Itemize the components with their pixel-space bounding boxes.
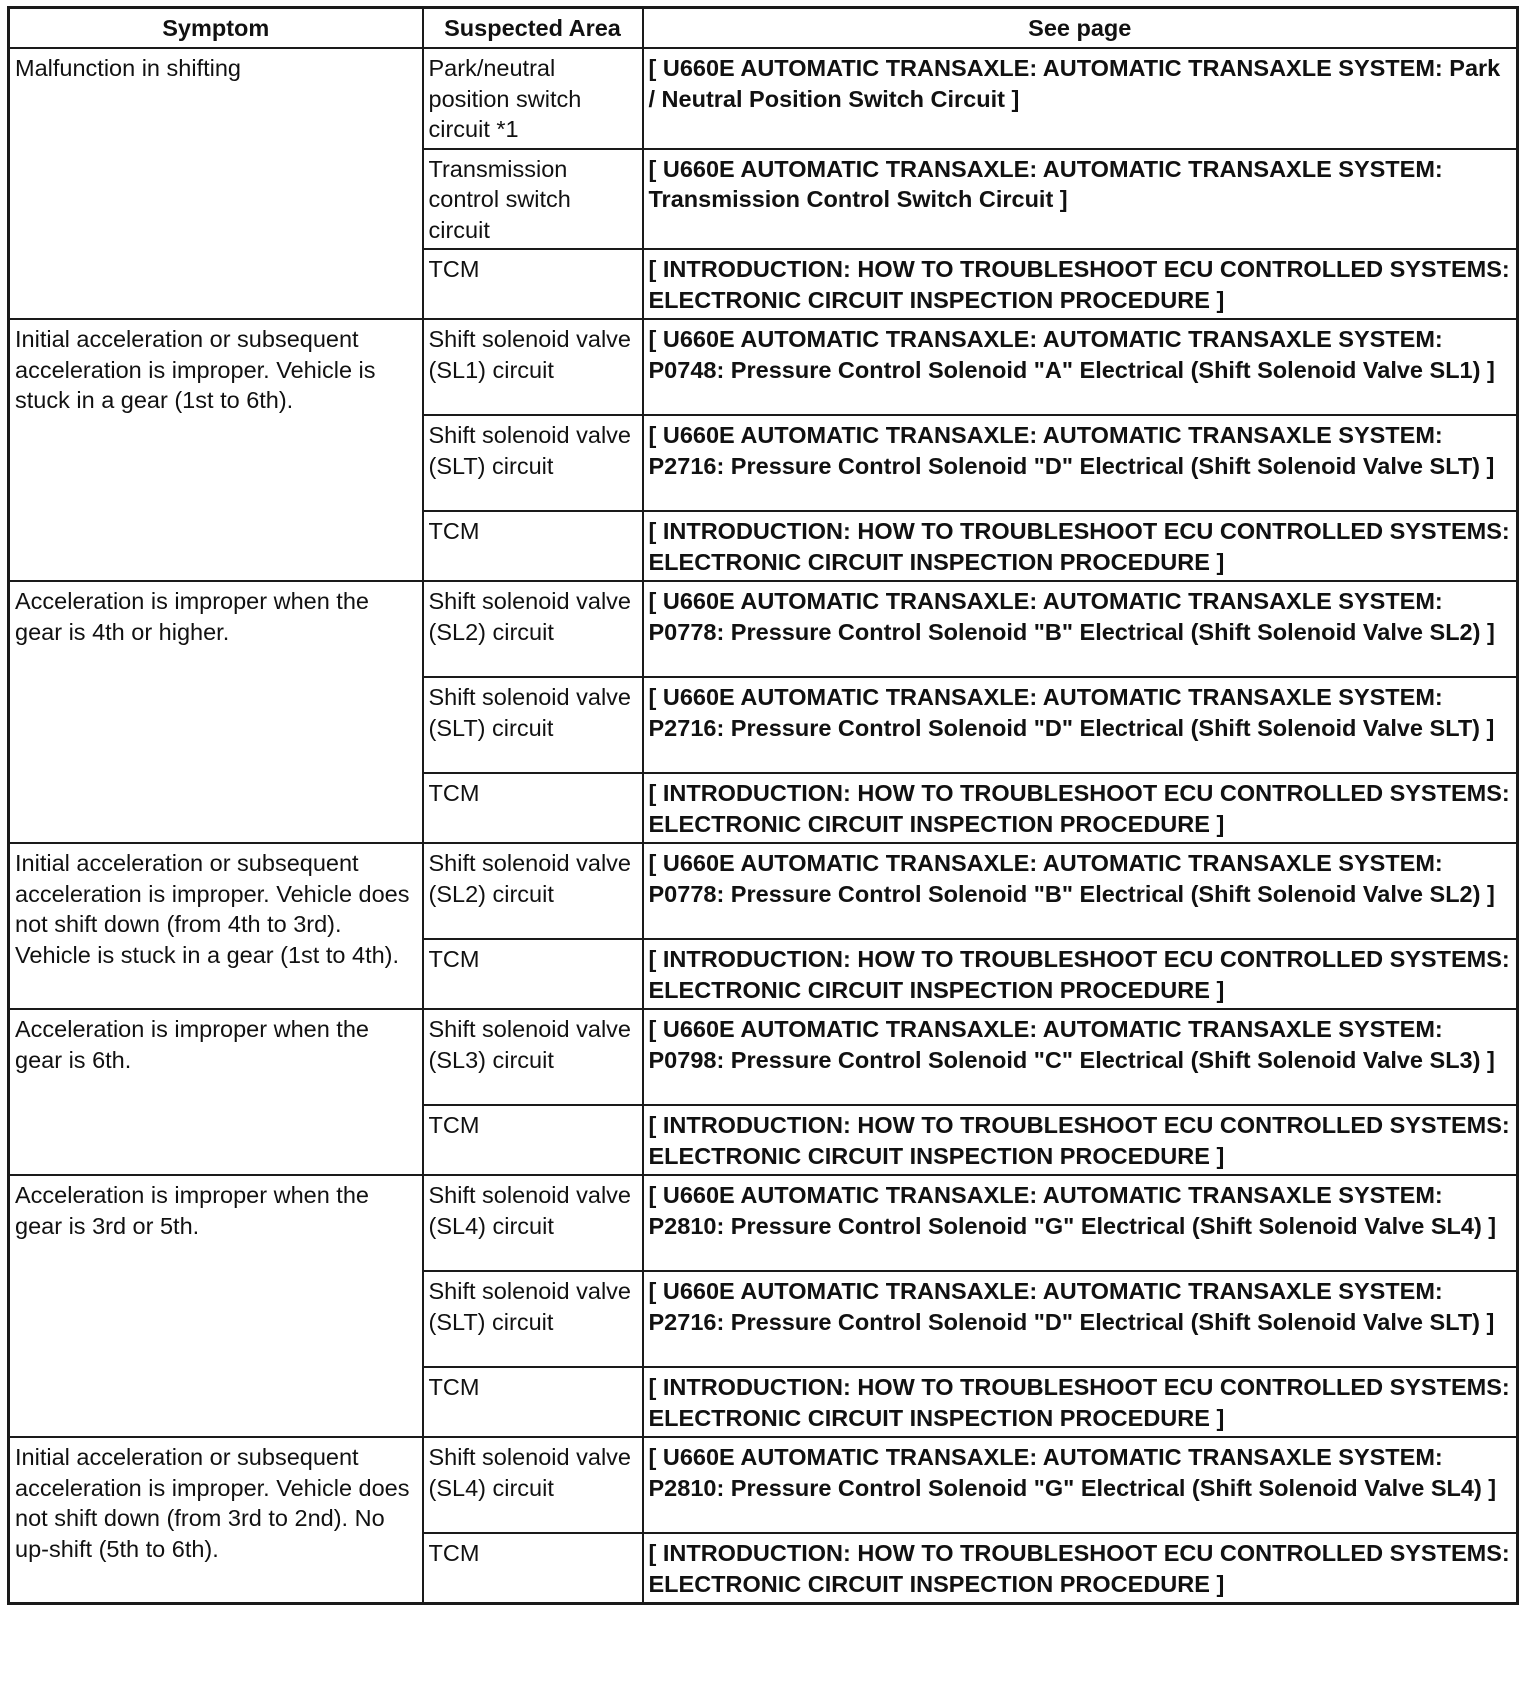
table-row: [9, 1437, 1518, 1533]
suspected-area-cell: Shift solenoid valve (SL2) circuit: [423, 581, 643, 677]
table-row: [9, 1175, 1518, 1271]
suspected-area-cell: Shift solenoid valve (SLT) circuit: [423, 415, 643, 511]
see-page-reference[interactable]: [ INTRODUCTION: HOW TO TROUBLESHOOT ECU CONTROLLED SYSTEMS: ELECTRONIC CIRCUIT INSPECTION PROCEDURE ]: [643, 511, 1518, 581]
suspected-area-cell: Shift solenoid valve (SL2) circuit: [423, 843, 643, 939]
see-page-reference[interactable]: [ U660E AUTOMATIC TRANSAXLE: AUTOMATIC TRANSAXLE SYSTEM: P0778: Pressure Control Solenoid "B" Electrical (Shift Solenoid Valve SL2) ]: [643, 581, 1518, 677]
suspected-area-cell: TCM: [423, 1105, 643, 1175]
see-page-reference[interactable]: [ INTRODUCTION: HOW TO TROUBLESHOOT ECU CONTROLLED SYSTEMS: ELECTRONIC CIRCUIT INSPECTION PROCEDURE ]: [643, 1105, 1518, 1175]
suspected-area-cell: Shift solenoid valve (SL1) circuit: [423, 319, 643, 415]
troubleshooting-table: [7, 6, 1519, 1605]
see-page-reference[interactable]: [ U660E AUTOMATIC TRANSAXLE: AUTOMATIC TRANSAXLE SYSTEM: P0798: Pressure Control Solenoid "C" Electrical (Shift Solenoid Valve SL3) ]: [643, 1009, 1518, 1105]
suspected-area-cell: TCM: [423, 249, 643, 319]
suspected-area-cell: Shift solenoid valve (SL3) circuit: [423, 1009, 643, 1105]
see-page-reference[interactable]: [ INTRODUCTION: HOW TO TROUBLESHOOT ECU CONTROLLED SYSTEMS: ELECTRONIC CIRCUIT INSPECTION PROCEDURE ]: [643, 1533, 1518, 1604]
see-page-reference[interactable]: [ INTRODUCTION: HOW TO TROUBLESHOOT ECU CONTROLLED SYSTEMS: ELECTRONIC CIRCUIT INSPECTION PROCEDURE ]: [643, 939, 1518, 1009]
symptom-cell: Acceleration is improper when the gear is 3rd or 5th.: [9, 1175, 423, 1437]
table-row: [9, 581, 1518, 677]
see-page-reference[interactable]: [ U660E AUTOMATIC TRANSAXLE: AUTOMATIC TRANSAXLE SYSTEM: P2716: Pressure Control Solenoid "D" Electrical (Shift Solenoid Valve SLT) ]: [643, 677, 1518, 773]
suspected-area-cell: TCM: [423, 939, 643, 1009]
see-page-reference[interactable]: [ INTRODUCTION: HOW TO TROUBLESHOOT ECU CONTROLLED SYSTEMS: ELECTRONIC CIRCUIT INSPECTION PROCEDURE ]: [643, 773, 1518, 843]
suspected-area-cell: TCM: [423, 773, 643, 843]
symptom-cell: Acceleration is improper when the gear is 4th or higher.: [9, 581, 423, 843]
see-page-reference[interactable]: [ U660E AUTOMATIC TRANSAXLE: AUTOMATIC TRANSAXLE SYSTEM: Park / Neutral Position Switch Circuit ]: [643, 48, 1518, 149]
symptom-cell: Acceleration is improper when the gear is 6th.: [9, 1009, 423, 1175]
table-row: [9, 48, 1518, 149]
suspected-area-cell: Shift solenoid valve (SL4) circuit: [423, 1437, 643, 1533]
header-suspected-area: Suspected Area: [423, 8, 643, 49]
table-body: [9, 48, 1518, 1604]
suspected-area-cell: Shift solenoid valve (SLT) circuit: [423, 677, 643, 773]
symptom-cell: Malfunction in shifting: [9, 48, 423, 319]
suspected-area-cell: TCM: [423, 1533, 643, 1604]
suspected-area-cell: Park/neutral position switch circuit *1: [423, 48, 643, 149]
see-page-reference[interactable]: [ U660E AUTOMATIC TRANSAXLE: AUTOMATIC TRANSAXLE SYSTEM: P2810: Pressure Control Solenoid "G" Electrical (Shift Solenoid Valve SL4) ]: [643, 1437, 1518, 1533]
suspected-area-cell: TCM: [423, 511, 643, 581]
see-page-reference[interactable]: [ U660E AUTOMATIC TRANSAXLE: AUTOMATIC TRANSAXLE SYSTEM: P0778: Pressure Control Solenoid "B" Electrical (Shift Solenoid Valve SL2) ]: [643, 843, 1518, 939]
header-row: [9, 8, 1518, 49]
see-page-reference[interactable]: [ U660E AUTOMATIC TRANSAXLE: AUTOMATIC TRANSAXLE SYSTEM: P2716: Pressure Control Solenoid "D" Electrical (Shift Solenoid Valve SLT) ]: [643, 415, 1518, 511]
see-page-reference[interactable]: [ INTRODUCTION: HOW TO TROUBLESHOOT ECU CONTROLLED SYSTEMS: ELECTRONIC CIRCUIT INSPECTION PROCEDURE ]: [643, 249, 1518, 319]
see-page-reference[interactable]: [ U660E AUTOMATIC TRANSAXLE: AUTOMATIC TRANSAXLE SYSTEM: P2810: Pressure Control Solenoid "G" Electrical (Shift Solenoid Valve SL4) ]: [643, 1175, 1518, 1271]
see-page-reference[interactable]: [ U660E AUTOMATIC TRANSAXLE: AUTOMATIC TRANSAXLE SYSTEM: P2716: Pressure Control Solenoid "D" Electrical (Shift Solenoid Valve SLT) ]: [643, 1271, 1518, 1367]
suspected-area-cell: Shift solenoid valve (SLT) circuit: [423, 1271, 643, 1367]
see-page-reference[interactable]: [ INTRODUCTION: HOW TO TROUBLESHOOT ECU CONTROLLED SYSTEMS: ELECTRONIC CIRCUIT INSPECTION PROCEDURE ]: [643, 1367, 1518, 1437]
suspected-area-cell: Shift solenoid valve (SL4) circuit: [423, 1175, 643, 1271]
see-page-reference[interactable]: [ U660E AUTOMATIC TRANSAXLE: AUTOMATIC TRANSAXLE SYSTEM: Transmission Control Switch Circuit ]: [643, 149, 1518, 250]
suspected-area-cell: Transmission control switch circuit: [423, 149, 643, 250]
symptom-cell: Initial acceleration or subsequent acceleration is improper. Vehicle does not shift down (from 4th to 3rd). Vehicle is stuck in a gear (1st to 4th).: [9, 843, 423, 1009]
troubleshooting-table-container: [7, 6, 1519, 1605]
table-row: [9, 1009, 1518, 1105]
table-row: [9, 843, 1518, 939]
header-see-page: See page: [643, 8, 1518, 49]
see-page-reference[interactable]: [ U660E AUTOMATIC TRANSAXLE: AUTOMATIC TRANSAXLE SYSTEM: P0748: Pressure Control Solenoid "A" Electrical (Shift Solenoid Valve SL1) ]: [643, 319, 1518, 415]
suspected-area-cell: TCM: [423, 1367, 643, 1437]
table-row: [9, 319, 1518, 415]
header-symptom: Symptom: [9, 8, 423, 49]
symptom-cell: Initial acceleration or subsequent acceleration is improper. Vehicle is stuck in a gear (1st to 6th).: [9, 319, 423, 581]
symptom-cell: Initial acceleration or subsequent acceleration is improper. Vehicle does not shift down (from 3rd to 2nd). No up-shift (5th to 6th).: [9, 1437, 423, 1604]
